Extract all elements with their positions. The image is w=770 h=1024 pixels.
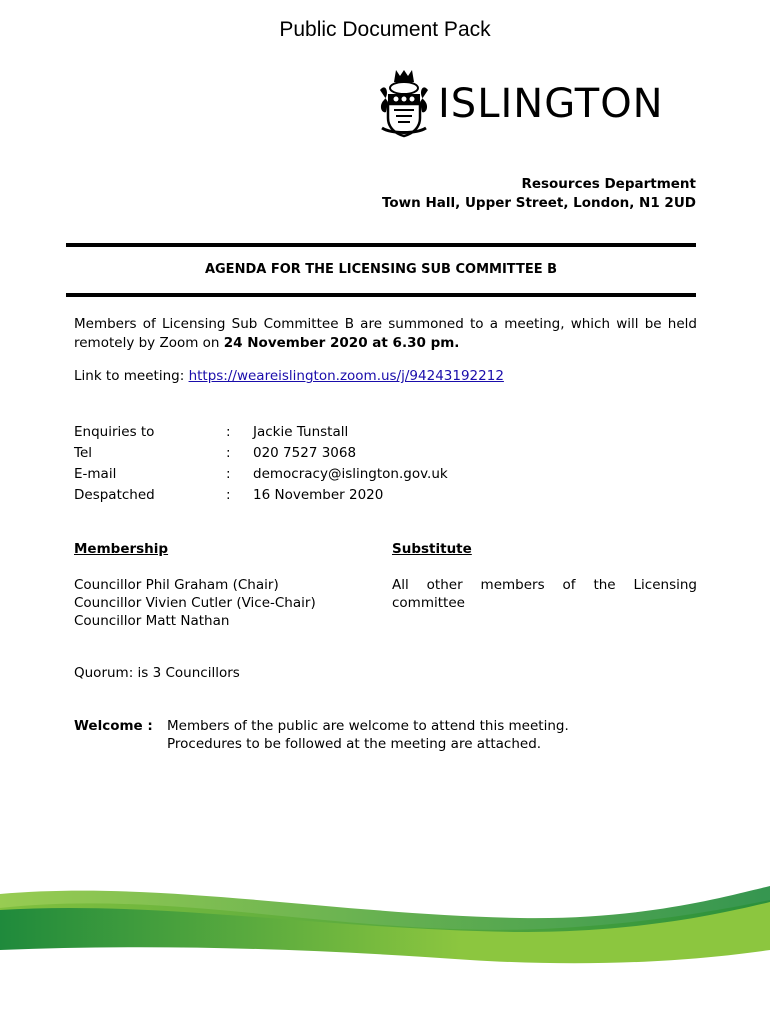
department-address — [382, 175, 696, 213]
tel-value: 020 7527 3068 — [253, 445, 357, 461]
green-swoosh-decoration — [0, 880, 770, 970]
welcome-message — [167, 717, 569, 753]
membership-heading: Membership — [74, 541, 169, 557]
coat-of-arms-icon — [376, 68, 432, 138]
member-item: Councillor Phil Graham (Chair) — [74, 577, 279, 593]
enquiries-label: Enquiries to — [74, 424, 155, 440]
meeting-datetime: 24 November 2020 at 6.30 pm. — [223, 335, 460, 351]
islington-logo — [372, 68, 702, 140]
agenda-title: AGENDA FOR THE LICENSING SUB COMMITTEE B — [204, 262, 558, 277]
bottom-divider — [66, 293, 696, 297]
enquiries-row — [74, 422, 448, 443]
department-name: Resources Department — [521, 176, 696, 192]
swoosh-band-lower — [0, 900, 770, 963]
despatched-label: Despatched — [74, 487, 155, 503]
tel-label: Tel — [74, 445, 93, 461]
email-label: E-mail — [74, 466, 117, 482]
welcome-block — [74, 717, 569, 753]
colon-separator: : — [226, 424, 231, 440]
islington-wordmark: ISLINGTON — [438, 81, 664, 127]
email-value: democracy@islington.gov.uk — [253, 466, 448, 482]
despatched-value: 16 November 2020 — [253, 487, 384, 503]
substitute-heading: Substitute — [392, 541, 472, 557]
zoom-meeting-link[interactable]: https://weareislington.zoom.us/j/94243192212 — [188, 368, 504, 384]
welcome-line-2: Procedures to be followed at the meeting are attached. — [167, 736, 542, 752]
member-item: Councillor Vivien Cutler (Vice-Chair) — [74, 595, 316, 611]
public-document-pack-title: Public Document Pack — [279, 18, 491, 41]
welcome-label: Welcome : — [74, 718, 153, 734]
meeting-summons — [74, 315, 697, 353]
colon-separator: : — [226, 466, 231, 482]
member-item: Councillor Matt Nathan — [74, 613, 230, 629]
tel-row — [74, 443, 448, 464]
meeting-link-label: Link to meeting: — [74, 368, 189, 384]
substitute-text: All other members of the Licensing committee — [392, 577, 697, 611]
membership-list — [74, 576, 316, 630]
town-hall-address: Town Hall, Upper Street, London, N1 2UD — [381, 195, 696, 211]
top-divider — [66, 243, 696, 247]
email-row — [74, 464, 448, 485]
quorum-text: Quorum: is 3 Councillors — [74, 665, 240, 681]
colon-separator: : — [226, 445, 231, 461]
welcome-line-1: Members of the public are welcome to attend this meeting. — [167, 718, 569, 734]
summons-text: Members of Licensing Sub Committee B are summoned to a meeting, which will be held remotely by Zoom on — [74, 316, 697, 351]
enquiries-value: Jackie Tunstall — [253, 424, 349, 440]
enquiries-block — [74, 422, 448, 506]
despatched-row — [74, 485, 448, 506]
meeting-link-line — [74, 368, 504, 384]
colon-separator: : — [226, 487, 231, 503]
